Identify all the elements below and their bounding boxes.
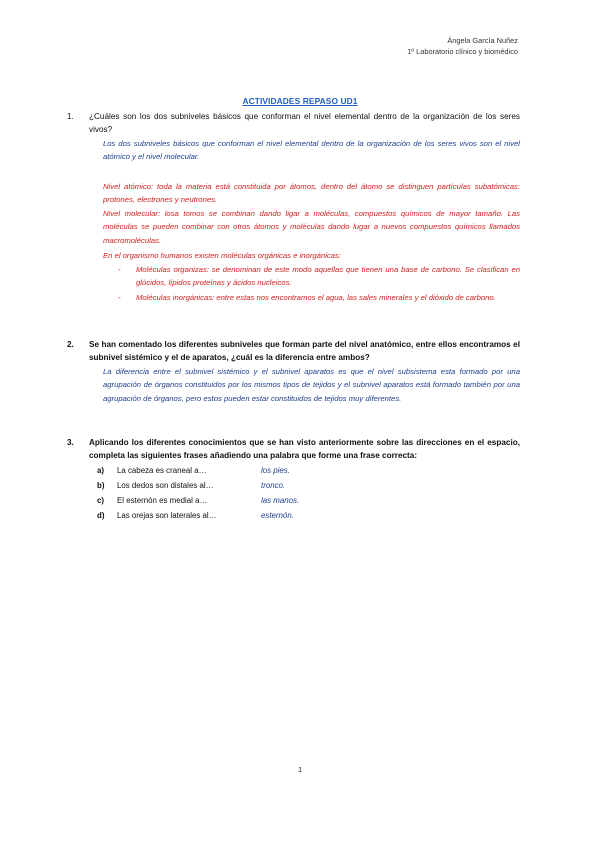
bullet-dash: -	[118, 265, 121, 274]
page-header	[407, 35, 518, 57]
answer-1-bullet	[118, 291, 520, 304]
item-label: a)	[97, 466, 105, 475]
header-author: Ángela García Nuñez	[447, 36, 518, 45]
answer-1-intro: Los dos subniveles básicos que conforman el nivel elemental dentro de la organización de los seres vivos son el nivel atómico y el nivel molecular.	[103, 139, 520, 162]
item-text: La cabeza es craneal a…	[117, 466, 207, 475]
item-text: Las orejas son laterales al…	[117, 511, 217, 520]
question-text: Se han comentado los diferentes subniveles que forman parte del nivel anatómico, entre ellos encontramos el subnivel sistémico y el de aparatos, ¿cuál es la diferencia entre ambos?	[89, 340, 520, 363]
question-text: ¿Cuáles son los dos subniveles básicos que conforman el nivel elemental dentro de la organización de los seres vivos?	[89, 112, 520, 135]
item-label: b)	[97, 481, 105, 490]
item-answer: tronco.	[261, 481, 286, 490]
item-text: El esternón es medial a…	[117, 496, 208, 505]
answer-1-types: En el organismo humanos existen moléculas orgánicas e inorgánicas:	[103, 251, 342, 260]
item-label: d)	[97, 511, 105, 520]
bullet-dash: -	[118, 293, 121, 302]
bullet-text: Moléculas inorgánicas: entre estas nos encontramos el agua, las sales minerales y el dióxido de carbono.	[136, 293, 496, 302]
question-2	[67, 338, 520, 365]
answer-1-molecular: Nivel molecular: losa tomos se combinan dando ligar a moléculas, compuestos químicos de mayor tamaño. Las moléculas se pueden combinar con otros átomos y moléculas dando lugar a nuevos compuestos químicos llamados macromoléculas.	[103, 209, 520, 245]
item-answer: los pies.	[261, 466, 290, 475]
question-3	[67, 436, 520, 463]
answer-2: La diferencia entre el subnivel sistémico y el subnivel aparatos es que el nivel subsistema esta formado por una agrupación de órganos constituidos por los mismos tipos de tejidos y el subnivel aparatos está formado también por una agrupación de órganos, pero estos pueden estar constituidos de tejidos muy diferentes.	[103, 367, 520, 403]
header-course: 1º Laboratorio clínico y biomédico	[407, 47, 518, 56]
item-answer: esternón.	[261, 511, 294, 520]
answer-1-atomic: Nivel atómico: toda la materia está constituida por átomos, dentro del átomo se distinguen partículas subatómicas: protones, electrones y neutrones.	[103, 182, 520, 205]
item-text: Los dedos son distales al…	[117, 481, 214, 490]
question-1	[67, 110, 520, 137]
item-answer: las manos.	[261, 496, 300, 505]
page-number: 1	[297, 765, 303, 774]
item-label: c)	[97, 496, 105, 505]
answer-1-bullet	[118, 263, 520, 290]
question-text: Aplicando los diferentes conocimientos que se han visto anteriormente sobre las direcciones en el espacio, completa las siguientes frases añadiendo una palabra que forme una frase correcta:	[89, 438, 520, 461]
question-number: 3.	[67, 438, 74, 447]
question-number: 1.	[67, 112, 74, 121]
question-number: 2.	[67, 340, 74, 349]
page-title: ACTIVIDADES REPASO UD1	[242, 96, 358, 106]
bullet-text: Moléculas organizas: se denominan de este modo aquellas que tienen una base de carbono. Se clasifican en glúcidos, lípidos proteínas y ácidos nucleicos.	[136, 265, 520, 288]
